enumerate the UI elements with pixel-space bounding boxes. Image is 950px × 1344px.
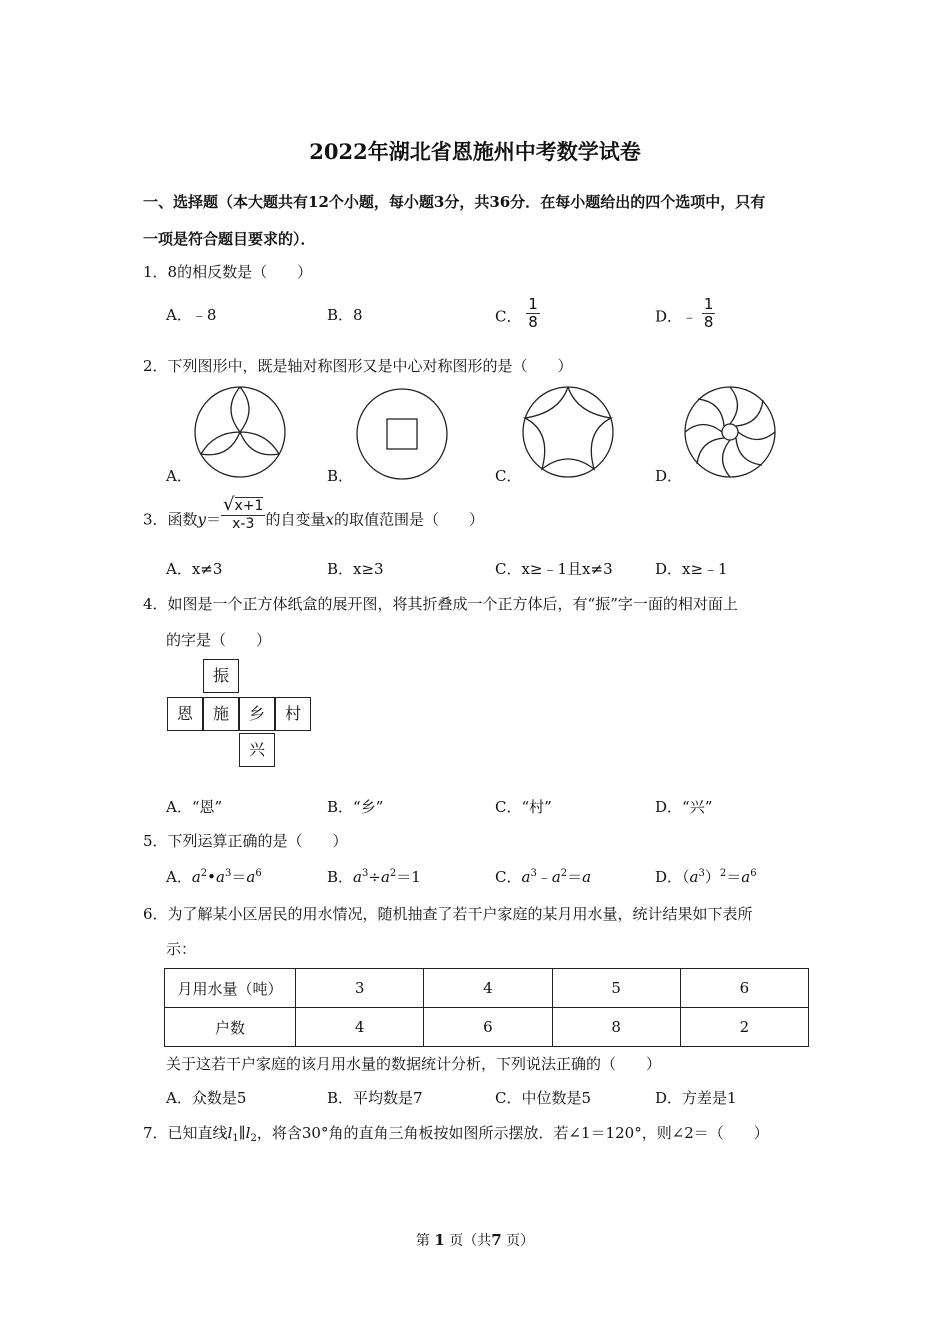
q1-c-denominator: 8 <box>528 313 538 331</box>
figure-d-swirl <box>683 385 777 479</box>
table-row <box>165 1008 809 1047</box>
table-cell: 2 <box>680 1008 808 1047</box>
q4-stem-line1: 4．如图是一个正方体纸盒的展开图，将其折叠成一个正方体后，有“振”字一面的相对面上 <box>143 595 738 613</box>
net-cell-left: 恩 <box>167 697 203 731</box>
q5-option-d: D．$(a^3)^2=a^6$ <box>655 868 757 886</box>
table-cell: 4 <box>296 1008 424 1047</box>
page-total: 7 <box>491 1231 502 1249</box>
table-row <box>165 969 809 1008</box>
net-cell-right2: 村 <box>275 697 311 731</box>
q2-stem: 2．下列图形中，既是轴对称图形又是中心对称图形的是（ ） <box>143 357 573 375</box>
q6-option-b: B．平均数是7 <box>327 1089 423 1107</box>
q1-d-numerator: 1 <box>703 295 714 313</box>
net-cell-bottom: 兴 <box>239 733 275 767</box>
table-cell: 8 <box>552 1008 680 1047</box>
q4-stem-line2: 的字是（ ） <box>166 631 272 649</box>
net-cell-top: 振 <box>203 659 239 693</box>
water-usage-table <box>164 968 809 1047</box>
q4-option-b: B．“乡” <box>327 798 384 816</box>
q3-option-d: D．x≥﹣1 <box>655 560 728 578</box>
table-cell: 6 <box>680 969 808 1008</box>
page-title: 2022年湖北省恩施州中考数学试卷 <box>309 139 641 164</box>
figure-b-coin <box>355 387 449 481</box>
q1-option-a: A．﹣8 <box>166 306 217 324</box>
table-cell: 6 <box>424 1008 552 1047</box>
q5-stem: 5．下列运算正确的是（ ） <box>143 832 348 850</box>
q1-option-d: D．﹣ $\frac{1}{8}$ <box>655 295 714 331</box>
table-cell: 5 <box>552 969 680 1008</box>
q4-option-a: A．“恩” <box>166 798 223 816</box>
q4-option-c: C．“村” <box>495 798 552 816</box>
q6-option-c: C．中位数是5 <box>495 1089 592 1107</box>
q6-option-a: A．众数是5 <box>166 1089 247 1107</box>
net-cell-right1: 乡 <box>239 697 275 731</box>
table-header-cell: 户数 <box>165 1008 296 1047</box>
q3-option-a: A．x≠3 <box>166 560 223 578</box>
table-cell: 4 <box>424 969 552 1008</box>
q5-option-a: A．$a^2•a^3=a^6$ <box>166 868 262 886</box>
q1-stem: 1．8的相反数是（ ） <box>143 263 313 281</box>
page-footer: 第 1 页（共7 页） <box>415 1231 535 1249</box>
q7-stem: 7．已知直线$l_1\parallel l_2$，将含30°角的直角三角板按如图所示摆放．若∠1＝120°，则∠2＝（ ） <box>143 1124 769 1144</box>
q1-c-numerator: 1 <box>528 295 538 313</box>
q6-stem-line2: 示： <box>166 940 197 958</box>
section-heading-line1: 一、选择题（本大题共有12个小题，每小题3分，共36分．在每小题给出的四个选项中，只有 <box>143 193 766 211</box>
q6-after-table: 关于这若干户家庭的该月用水量的数据统计分析，下列说法正确的（ ） <box>166 1055 662 1073</box>
q2-option-a: A． <box>166 467 192 485</box>
q2-option-c: C． <box>495 467 522 485</box>
q1-option-c: C． $\frac{1}{8}$ <box>495 295 538 331</box>
q1-d-denominator: 8 <box>703 313 714 331</box>
q3-option-c: C．x≥﹣1且x≠3 <box>495 560 613 578</box>
q1-option-b: B．8 <box>327 306 363 324</box>
q3-option-b: B．x≥3 <box>327 560 384 578</box>
table-header-cell: 月用水量（吨） <box>165 969 296 1008</box>
table-cell: 3 <box>296 969 424 1008</box>
section-heading-line2: 一项是符合题目要求的）． <box>143 230 316 248</box>
q2-option-d: D． <box>655 467 683 485</box>
q3-stem: 3．函数y＝ $\frac{√x+1}{x-3}$ 的自变量x的取值范围是（ ） <box>143 494 484 532</box>
page-number: 1 <box>434 1231 445 1249</box>
net-cell-center: 施 <box>203 697 239 731</box>
q6-option-d: D．方差是1 <box>655 1089 737 1107</box>
figure-a-three-arcs <box>193 385 287 479</box>
q4-option-d: D．“兴” <box>655 798 713 816</box>
q5-option-c: C．$a^3﹣a^2=a$ <box>495 868 592 886</box>
q2-option-b: B． <box>327 467 354 485</box>
figure-c-curved-star <box>521 385 615 479</box>
q6-stem-line1: 6．为了解某小区居民的用水情况，随机抽查了若干户家庭的某月用水量，统计结果如下表所 <box>143 905 753 923</box>
q5-option-b: B．$a^3\div a^2=1$ <box>327 868 421 886</box>
